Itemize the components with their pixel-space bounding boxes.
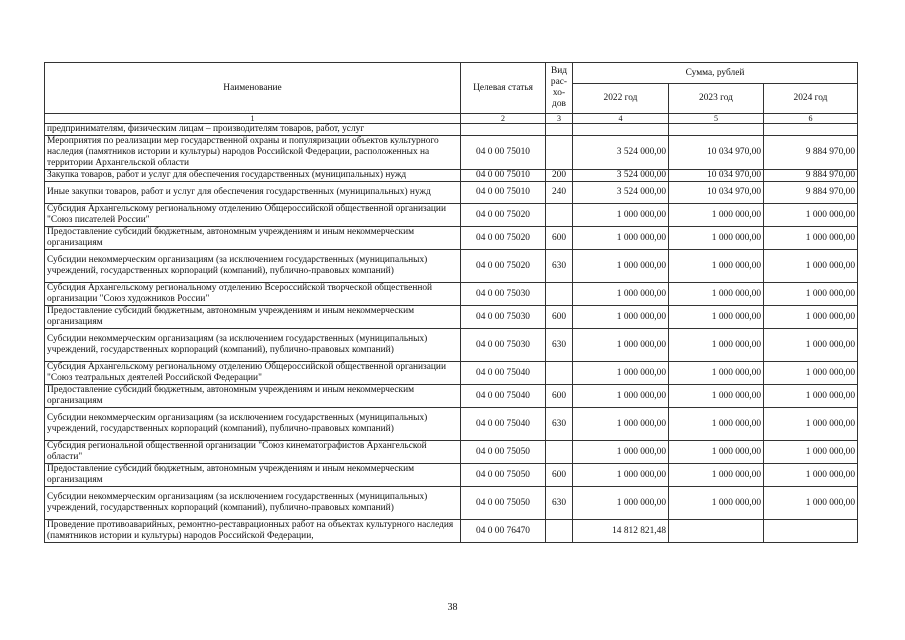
row-sum-2023: 1 000 000,00 — [669, 487, 764, 520]
row-sum-2023: 1 000 000,00 — [669, 204, 764, 227]
column-number: 6 — [764, 114, 858, 124]
row-code: 04 0 00 76470 — [461, 520, 546, 543]
row-sum-2022: 1 000 000,00 — [573, 306, 669, 329]
row-sum-2022: 3 524 000,00 — [573, 182, 669, 204]
column-number: 5 — [669, 114, 764, 124]
row-sum-2024 — [764, 520, 858, 543]
row-code: 04 0 00 75040 — [461, 385, 546, 408]
row-expense-type: 630 — [546, 250, 573, 283]
row-sum-2023: 1 000 000,00 — [669, 283, 764, 306]
row-expense-type — [546, 520, 573, 543]
row-expense-type: 600 — [546, 227, 573, 250]
row-name: предпринимателям, физическим лицам – производителям товаров, работ, услуг — [45, 124, 461, 136]
table-row — [45, 227, 858, 250]
column-number: 3 — [546, 114, 573, 124]
row-code — [461, 124, 546, 136]
row-expense-type: 600 — [546, 464, 573, 487]
row-sum-2022: 3 524 000,00 — [573, 170, 669, 182]
row-sum-2024: 9 884 970,00 — [764, 182, 858, 204]
row-sum-2022: 1 000 000,00 — [573, 464, 669, 487]
table-row — [45, 170, 858, 182]
row-code: 04 0 00 75010 — [461, 136, 546, 170]
column-number: 4 — [573, 114, 669, 124]
row-expense-type: 600 — [546, 306, 573, 329]
row-expense-type: 240 — [546, 182, 573, 204]
row-sum-2023: 10 034 970,00 — [669, 182, 764, 204]
row-name: Предоставление субсидий бюджетным, автономным учреждениям и иным некоммерческим организациям — [45, 227, 461, 250]
row-sum-2022: 1 000 000,00 — [573, 329, 669, 362]
row-expense-type — [546, 204, 573, 227]
row-sum-2023: 1 000 000,00 — [669, 227, 764, 250]
row-sum-2024: 1 000 000,00 — [764, 227, 858, 250]
row-name: Субсидии некоммерческим организациям (за исключением государственных (муниципальных) учреждений, государственных корпораций (компаний), публично-правовых компаний) — [45, 250, 461, 283]
row-name: Иные закупки товаров, работ и услуг для обеспечения государственных (муниципальных) нужд — [45, 182, 461, 204]
row-code: 04 0 00 75020 — [461, 250, 546, 283]
row-sum-2024: 1 000 000,00 — [764, 408, 858, 441]
row-name: Субсидии некоммерческим организациям (за исключением государственных (муниципальных) учреждений, государственных корпораций (компаний), публично-правовых компаний) — [45, 487, 461, 520]
table-row — [45, 520, 858, 543]
table-row — [45, 250, 858, 283]
row-name: Предоставление субсидий бюджетным, автономным учреждениям и иным некоммерческим организациям — [45, 385, 461, 408]
row-sum-2022: 1 000 000,00 — [573, 362, 669, 385]
header-name: Наименование — [45, 63, 461, 114]
row-sum-2022: 1 000 000,00 — [573, 283, 669, 306]
header-year-2024: 2024 год — [764, 84, 858, 114]
row-name: Мероприятия по реализации мер государственной охраны и популяризации объектов культурного наследия (памятников истории и культуры) народов Российской Федерации, расположенных на территории Архангельской области — [45, 136, 461, 170]
row-sum-2024: 1 000 000,00 — [764, 329, 858, 362]
row-sum-2023: 1 000 000,00 — [669, 306, 764, 329]
row-sum-2023: 1 000 000,00 — [669, 250, 764, 283]
row-sum-2024: 9 884 970,00 — [764, 170, 858, 182]
row-code: 04 0 00 75030 — [461, 329, 546, 362]
header-year-2022: 2022 год — [573, 84, 669, 114]
row-expense-type: 630 — [546, 408, 573, 441]
row-code: 04 0 00 75040 — [461, 362, 546, 385]
row-sum-2023 — [669, 520, 764, 543]
header-year-2023: 2023 год — [669, 84, 764, 114]
table-row — [45, 464, 858, 487]
row-expense-type: 200 — [546, 170, 573, 182]
row-sum-2022: 14 812 821,48 — [573, 520, 669, 543]
row-name: Субсидия Архангельскому региональному отделению Общероссийской общественной организации "Союз писателей России" — [45, 204, 461, 227]
page-number: 38 — [447, 602, 458, 613]
table-row — [45, 408, 858, 441]
row-expense-type — [546, 441, 573, 464]
table-row — [45, 283, 858, 306]
row-sum-2024: 1 000 000,00 — [764, 204, 858, 227]
row-sum-2024: 1 000 000,00 — [764, 283, 858, 306]
row-sum-2023: 1 000 000,00 — [669, 362, 764, 385]
row-sum-2024: 9 884 970,00 — [764, 136, 858, 170]
column-number: 1 — [45, 114, 461, 124]
row-name: Субсидии некоммерческим организациям (за исключением государственных (муниципальных) учреждений, государственных корпораций (компаний), публично-правовых компаний) — [45, 329, 461, 362]
row-expense-type — [546, 136, 573, 170]
header-sum: Сумма, рублей — [573, 63, 858, 84]
row-sum-2023 — [669, 124, 764, 136]
table-row — [45, 306, 858, 329]
row-sum-2022: 3 524 000,00 — [573, 136, 669, 170]
row-sum-2024: 1 000 000,00 — [764, 464, 858, 487]
row-sum-2023: 1 000 000,00 — [669, 441, 764, 464]
row-expense-type: 630 — [546, 329, 573, 362]
row-sum-2024: 1 000 000,00 — [764, 362, 858, 385]
row-name: Субсидия Архангельскому региональному отделению Всероссийской творческой общественной организации "Союз художников России" — [45, 283, 461, 306]
table-row — [45, 136, 858, 170]
table-row — [45, 182, 858, 204]
row-sum-2022: 1 000 000,00 — [573, 487, 669, 520]
row-sum-2022: 1 000 000,00 — [573, 227, 669, 250]
row-code: 04 0 00 75010 — [461, 170, 546, 182]
table-row — [45, 362, 858, 385]
row-sum-2023: 1 000 000,00 — [669, 408, 764, 441]
table-row — [45, 124, 858, 136]
row-sum-2023: 1 000 000,00 — [669, 329, 764, 362]
table-row — [45, 204, 858, 227]
table-header — [45, 63, 858, 124]
row-name: Субсидия региональной общественной организации "Союз кинематографистов Архангельской области" — [45, 441, 461, 464]
row-sum-2022: 1 000 000,00 — [573, 250, 669, 283]
column-number: 2 — [461, 114, 546, 124]
row-name: Предоставление субсидий бюджетным, автономным учреждениям и иным некоммерческим организациям — [45, 306, 461, 329]
row-name: Закупка товаров, работ и услуг для обеспечения государственных (муниципальных) нужд — [45, 170, 461, 182]
row-name: Предоставление субсидий бюджетным, автономным учреждениям и иным некоммерческим организациям — [45, 464, 461, 487]
row-sum-2024 — [764, 124, 858, 136]
row-code: 04 0 00 75030 — [461, 283, 546, 306]
row-code: 04 0 00 75010 — [461, 182, 546, 204]
row-sum-2023: 1 000 000,00 — [669, 464, 764, 487]
row-sum-2023: 10 034 970,00 — [669, 170, 764, 182]
row-expense-type: 630 — [546, 487, 573, 520]
row-sum-2024: 1 000 000,00 — [764, 487, 858, 520]
row-sum-2022: 1 000 000,00 — [573, 204, 669, 227]
table-row — [45, 329, 858, 362]
row-sum-2024: 1 000 000,00 — [764, 441, 858, 464]
row-expense-type: 600 — [546, 385, 573, 408]
row-expense-type — [546, 124, 573, 136]
table-row — [45, 441, 858, 464]
row-code: 04 0 00 75050 — [461, 464, 546, 487]
row-code: 04 0 00 75050 — [461, 441, 546, 464]
row-sum-2022: 1 000 000,00 — [573, 408, 669, 441]
table-row — [45, 487, 858, 520]
row-sum-2022 — [573, 124, 669, 136]
table-row — [45, 385, 858, 408]
row-expense-type — [546, 362, 573, 385]
row-code: 04 0 00 75030 — [461, 306, 546, 329]
row-sum-2024: 1 000 000,00 — [764, 306, 858, 329]
row-code: 04 0 00 75020 — [461, 227, 546, 250]
row-expense-type — [546, 283, 573, 306]
row-name: Субсидии некоммерческим организациям (за исключением государственных (муниципальных) учреждений, государственных корпораций (компаний), публично-правовых компаний) — [45, 408, 461, 441]
row-code: 04 0 00 75050 — [461, 487, 546, 520]
header-code: Целевая статья — [461, 63, 546, 114]
row-sum-2024: 1 000 000,00 — [764, 385, 858, 408]
row-sum-2023: 1 000 000,00 — [669, 385, 764, 408]
row-code: 04 0 00 75040 — [461, 408, 546, 441]
header-expense-type: Вид рас-хо-дов — [546, 63, 573, 114]
row-code: 04 0 00 75020 — [461, 204, 546, 227]
row-sum-2023: 10 034 970,00 — [669, 136, 764, 170]
row-name: Субсидия Архангельскому региональному отделению Общероссийской общественной организации "Союз театральных деятелей Российской Федерации" — [45, 362, 461, 385]
row-sum-2022: 1 000 000,00 — [573, 441, 669, 464]
table-body — [45, 124, 858, 543]
budget-table — [44, 62, 858, 543]
row-sum-2024: 1 000 000,00 — [764, 250, 858, 283]
row-sum-2022: 1 000 000,00 — [573, 385, 669, 408]
row-name: Проведение противоаварийных, ремонтно-реставрационных работ на объектах культурного наследия (памятников истории и культуры) народов Российской Федерации, — [45, 520, 461, 543]
